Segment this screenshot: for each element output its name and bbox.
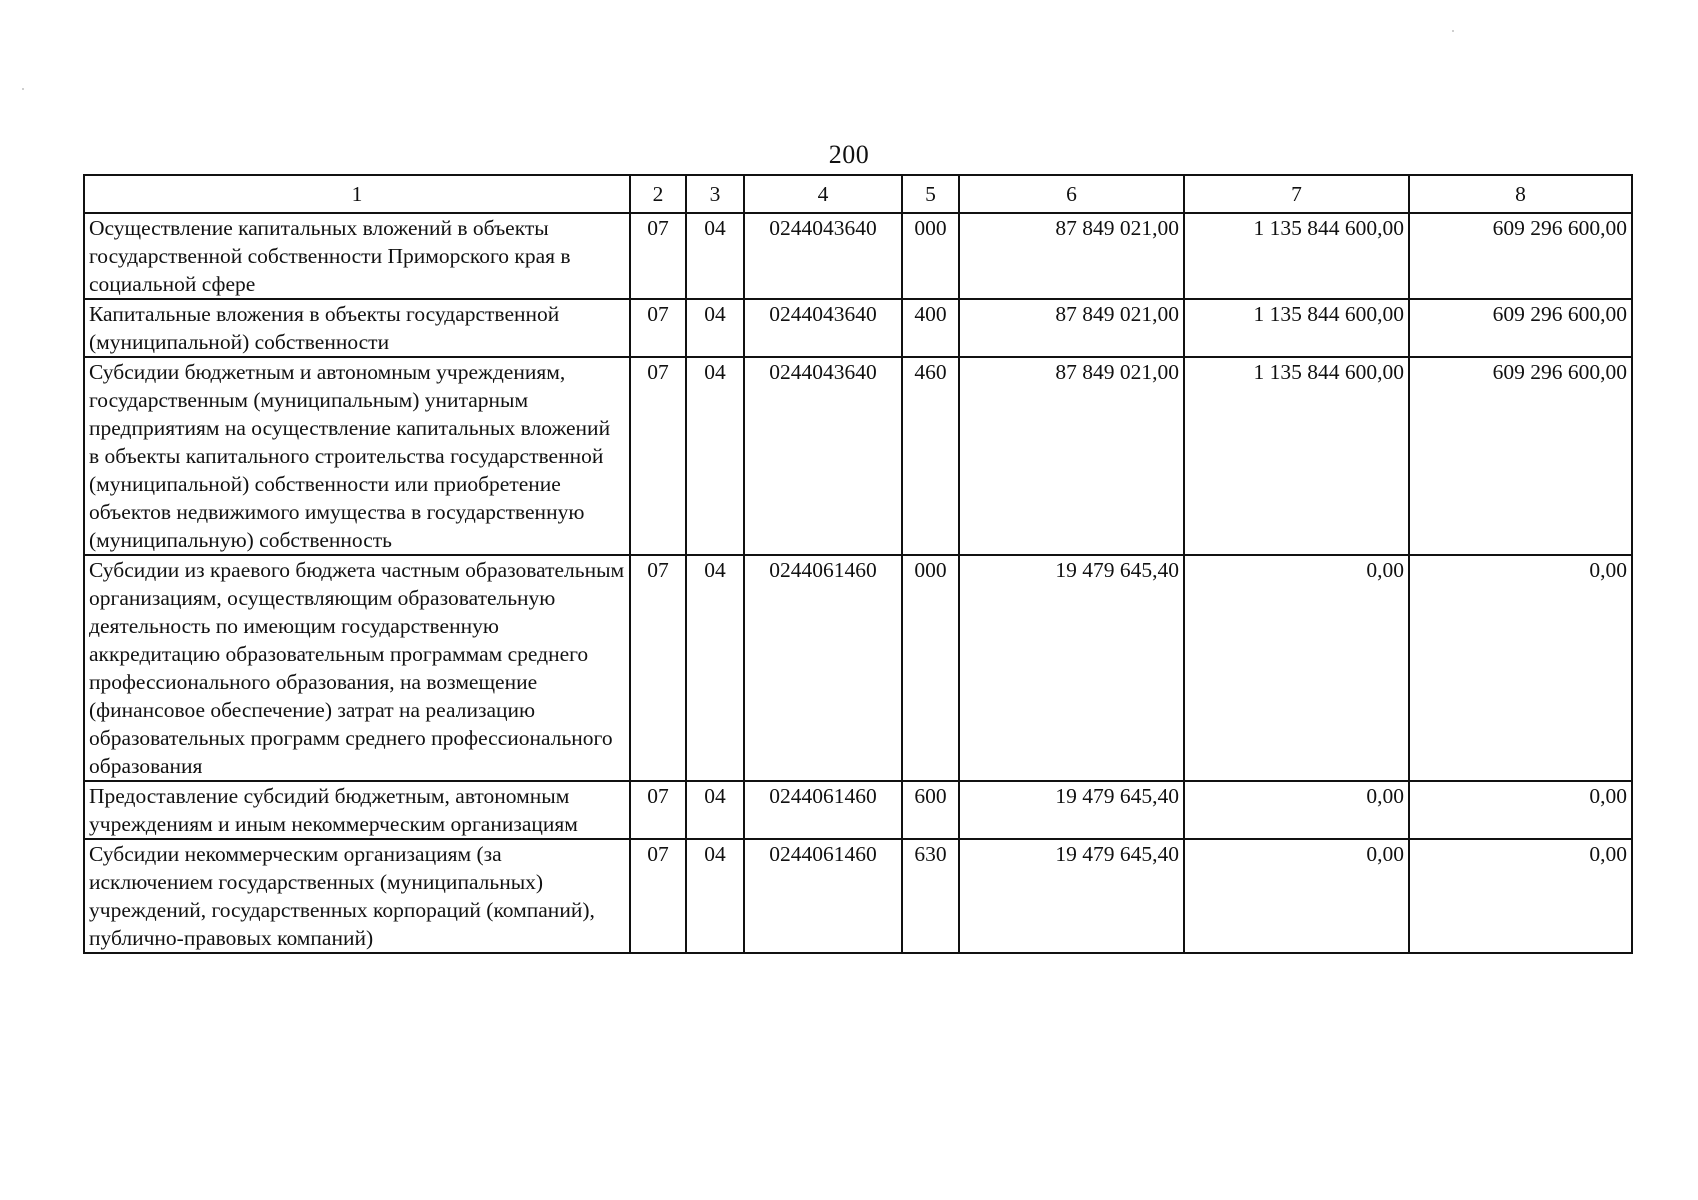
row-description: Субсидии бюджетным и автономным учреждениям, государственным (муниципальным) унитарным предприятиям на осуществление капитальных вложений в объекты капитального строительства государственной (муниципальной) собственности или приобретение объектов недвижимого имущества в государственную (муниципальную) собственность — [84, 357, 630, 555]
budget-table — [83, 174, 1633, 954]
amount-column-6: 87 849 021,00 — [959, 299, 1184, 357]
amount-column-6: 19 479 645,40 — [959, 839, 1184, 953]
target-article-code: 0244061460 — [744, 839, 902, 953]
target-article-code: 0244043640 — [744, 299, 902, 357]
amount-column-7: 0,00 — [1184, 839, 1409, 953]
column-header-6: 6 — [959, 175, 1184, 213]
row-description: Субсидии из краевого бюджета частным образовательным организациям, осуществляющим образовательную деятельность по имеющим государственную аккредитацию образовательным программам среднего профессионального образования, на возмещение (финансовое обеспечение) затрат на реализацию образовательных программ среднего профессионального образования — [84, 555, 630, 781]
header-row — [84, 175, 1632, 213]
column-header-7: 7 — [1184, 175, 1409, 213]
amount-column-8: 609 296 600,00 — [1409, 357, 1632, 555]
table-row — [84, 555, 1632, 781]
amount-column-8: 0,00 — [1409, 781, 1632, 839]
section-code: 07 — [630, 781, 686, 839]
subsection-code: 04 — [686, 299, 744, 357]
subsection-code: 04 — [686, 357, 744, 555]
amount-column-6: 19 479 645,40 — [959, 781, 1184, 839]
table-row — [84, 839, 1632, 953]
section-code: 07 — [630, 555, 686, 781]
section-code: 07 — [630, 299, 686, 357]
subsection-code: 04 — [686, 213, 744, 299]
amount-column-6: 19 479 645,40 — [959, 555, 1184, 781]
row-description: Капитальные вложения в объекты государственной (муниципальной) собственности — [84, 299, 630, 357]
amount-column-7: 0,00 — [1184, 781, 1409, 839]
section-code: 07 — [630, 213, 686, 299]
subsection-code: 04 — [686, 781, 744, 839]
row-description: Субсидии некоммерческим организациям (за исключением государственных (муниципальных) учреждений, государственных корпораций (компаний), публично-правовых компаний) — [84, 839, 630, 953]
column-header-1: 1 — [84, 175, 630, 213]
target-article-code: 0244061460 — [744, 781, 902, 839]
expense-type-code: 000 — [902, 213, 959, 299]
column-header-3: 3 — [686, 175, 744, 213]
table-row — [84, 781, 1632, 839]
row-description: Осуществление капитальных вложений в объекты государственной собственности Приморского края в социальной сфере — [84, 213, 630, 299]
expense-type-code: 460 — [902, 357, 959, 555]
subsection-code: 04 — [686, 555, 744, 781]
expense-type-code: 400 — [902, 299, 959, 357]
target-article-code: 0244043640 — [744, 213, 902, 299]
column-header-2: 2 — [630, 175, 686, 213]
amount-column-6: 87 849 021,00 — [959, 213, 1184, 299]
amount-column-8: 0,00 — [1409, 839, 1632, 953]
amount-column-7: 1 135 844 600,00 — [1184, 357, 1409, 555]
row-description: Предоставление субсидий бюджетным, автономным учреждениям и иным некоммерческим организациям — [84, 781, 630, 839]
column-header-4: 4 — [744, 175, 902, 213]
amount-column-8: 609 296 600,00 — [1409, 299, 1632, 357]
amount-column-6: 87 849 021,00 — [959, 357, 1184, 555]
expense-type-code: 000 — [902, 555, 959, 781]
scan-speck — [1452, 30, 1454, 32]
column-header-5: 5 — [902, 175, 959, 213]
expense-type-code: 600 — [902, 781, 959, 839]
table-row — [84, 213, 1632, 299]
table-row — [84, 357, 1632, 555]
section-code: 07 — [630, 839, 686, 953]
amount-column-8: 609 296 600,00 — [1409, 213, 1632, 299]
amount-column-7: 0,00 — [1184, 555, 1409, 781]
target-article-code: 0244061460 — [744, 555, 902, 781]
target-article-code: 0244043640 — [744, 357, 902, 555]
table-row — [84, 299, 1632, 357]
expense-type-code: 630 — [902, 839, 959, 953]
amount-column-7: 1 135 844 600,00 — [1184, 299, 1409, 357]
page-number: 200 — [828, 140, 870, 169]
amount-column-7: 1 135 844 600,00 — [1184, 213, 1409, 299]
section-code: 07 — [630, 357, 686, 555]
column-header-8: 8 — [1409, 175, 1632, 213]
amount-column-8: 0,00 — [1409, 555, 1632, 781]
subsection-code: 04 — [686, 839, 744, 953]
scan-speck — [22, 88, 24, 90]
